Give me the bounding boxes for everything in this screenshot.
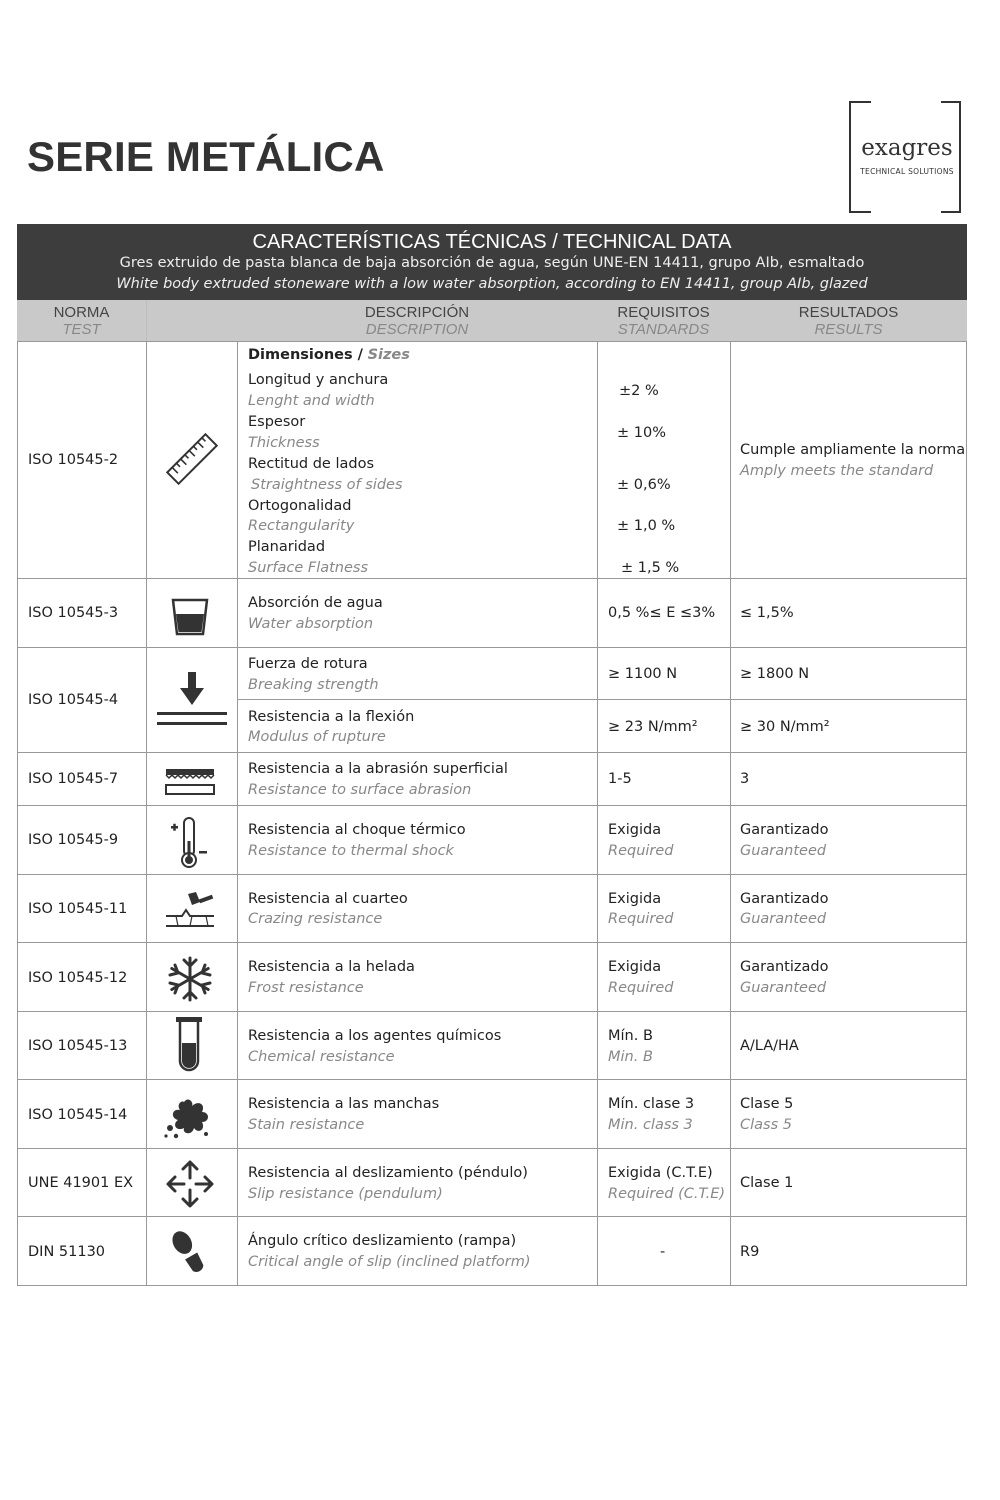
column-header-icon xyxy=(147,300,237,341)
abrasion-icon xyxy=(164,767,216,797)
logo-tagline: TECHNICAL SOLUTIONS xyxy=(860,167,954,176)
footprint-icon xyxy=(168,1226,212,1278)
norma-cell: ISO 10545-13 xyxy=(28,1038,128,1054)
norma-cell: ISO 10545-9 xyxy=(28,832,119,848)
brand-logo xyxy=(849,101,961,213)
column-header-norma: NORMA TEST xyxy=(17,300,146,341)
technical-data-header xyxy=(17,224,967,300)
dimensions-heading: Dimensiones / xyxy=(248,347,363,363)
water-glass-icon xyxy=(170,597,210,637)
column-header-requisitos: REQUISITOS STANDARDS xyxy=(597,300,730,341)
breaking-load-icon xyxy=(156,670,228,730)
norma-cell: UNE 41901 EX xyxy=(28,1175,134,1191)
norma-cell: ISO 10545-7 xyxy=(28,771,119,787)
column-header-descripcion: DESCRIPCIÓN DESCRIPTION xyxy=(237,300,597,341)
snowflake-icon xyxy=(166,955,214,1003)
norma-cell: ISO 10545-2 xyxy=(28,452,119,468)
dimensions-heading-en: Sizes xyxy=(367,347,410,363)
test-tube-icon xyxy=(174,1015,204,1073)
norma-cell: ISO 10545-14 xyxy=(28,1107,128,1123)
slip-arrows-icon xyxy=(164,1158,216,1210)
technical-table xyxy=(17,341,967,1286)
norma-cell: ISO 10545-4 xyxy=(28,692,119,708)
thermometer-icon xyxy=(168,815,212,869)
column-header-resultados: RESULTADOS RESULTS xyxy=(730,300,967,341)
norma-cell: ISO 10545-12 xyxy=(28,970,128,986)
header-subtitle-es: Gres extruido de pasta blanca de baja absorción de agua, según UNE-EN 14411, grupo AIb, esmaltado xyxy=(119,255,865,271)
stain-icon xyxy=(162,1092,214,1142)
crazing-icon xyxy=(162,890,218,930)
logo-name: exagres xyxy=(861,135,953,161)
norma-cell: ISO 10545-3 xyxy=(28,605,119,621)
norma-cell: DIN 51130 xyxy=(28,1244,106,1260)
header-title: CARACTERÍSTICAS TÉCNICAS / TECHNICAL DATA xyxy=(252,231,732,253)
ruler-icon xyxy=(162,428,222,490)
page-title: SERIE METÁLICA xyxy=(27,133,385,180)
norma-cell: ISO 10545-11 xyxy=(28,901,128,917)
header-subtitle-en: White body extruded stoneware with a low water absorption, according to EN 14411, group AIb, glazed xyxy=(116,276,868,292)
